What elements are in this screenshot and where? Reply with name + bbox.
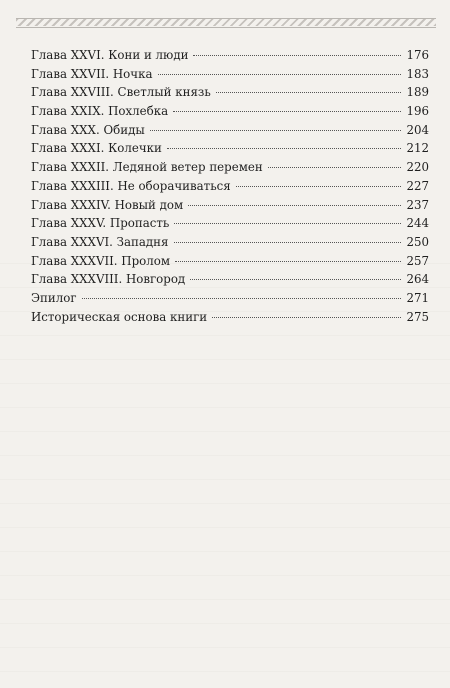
toc-entry-title: Глава XXVII. Ночка xyxy=(31,66,153,81)
toc-page-number: 212 xyxy=(406,141,429,156)
toc-entry-title: Глава XXXIII. Не оборачиваться xyxy=(31,178,231,193)
toc-page-number: 183 xyxy=(406,66,429,81)
toc-entry-title: Глава XXX. Обиды xyxy=(31,122,145,137)
toc-entry xyxy=(31,83,429,102)
toc-entry xyxy=(31,46,429,65)
toc-entry-title: Глава XXXVI. Западня xyxy=(31,234,169,249)
toc-page-number: 227 xyxy=(406,178,429,193)
toc-page-number: 196 xyxy=(406,104,429,119)
dot-leader xyxy=(236,186,402,187)
toc-page-number: 176 xyxy=(406,48,429,62)
toc-entry-title: Эпилог xyxy=(31,290,77,305)
ornament-line xyxy=(16,27,436,28)
toc-entry xyxy=(31,308,429,327)
dot-leader xyxy=(193,55,401,56)
toc-entry-title: Глава XXVI. Кони и люди xyxy=(31,48,189,62)
toc-page-number: 257 xyxy=(406,253,429,268)
dot-leader xyxy=(150,130,402,131)
toc-entry xyxy=(31,121,429,140)
dot-leader xyxy=(82,298,402,299)
toc-entry xyxy=(31,289,429,308)
dot-leader xyxy=(173,111,401,112)
toc-entry-title: Историческая основа книги xyxy=(31,309,208,324)
dot-leader xyxy=(167,148,402,149)
toc-entry xyxy=(31,233,429,252)
toc-entry xyxy=(31,252,429,271)
toc-entry xyxy=(31,102,429,121)
toc-page-number: 220 xyxy=(406,160,429,175)
toc-page-number: 271 xyxy=(406,290,429,305)
toc-page-number: 189 xyxy=(406,85,429,100)
toc-entry-title: Глава XXXII. Ледяной ветер перемен xyxy=(31,160,263,175)
toc-entry xyxy=(31,177,429,196)
dot-leader xyxy=(158,74,402,75)
toc-page-number: 264 xyxy=(406,272,429,287)
ornament-band xyxy=(16,19,436,26)
toc-entry-title: Глава XXXIV. Новый дом xyxy=(31,197,184,212)
toc-entry-title: Глава XXXVII. Пролом xyxy=(31,253,171,268)
header-ornament xyxy=(16,14,436,30)
toc-entry xyxy=(31,65,429,84)
toc-entry xyxy=(31,158,429,177)
toc-entry xyxy=(31,196,429,215)
toc-entry xyxy=(31,139,429,158)
dot-leader xyxy=(212,317,401,318)
toc-page-number: 250 xyxy=(406,234,429,249)
dot-leader xyxy=(175,261,401,262)
toc-page-number: 275 xyxy=(406,309,429,324)
toc-entry-title: Глава XXXV. Пропасть xyxy=(31,216,170,231)
dot-leader xyxy=(268,167,402,168)
toc-page-number: 204 xyxy=(406,122,429,137)
toc-entry xyxy=(31,270,429,289)
toc-page-number: 244 xyxy=(406,216,429,231)
toc-entry-title: Глава XXVIII. Светлый князь xyxy=(31,85,211,100)
toc-entry-title: Глава XXXI. Колечки xyxy=(31,141,162,156)
dot-leader xyxy=(174,242,402,243)
dot-leader xyxy=(188,205,401,206)
toc-entry-title: Глава XXXVIII. Новгород xyxy=(31,272,186,287)
dot-leader xyxy=(190,279,401,280)
toc-page-number: 237 xyxy=(406,197,429,212)
dot-leader xyxy=(174,223,401,224)
table-of-contents xyxy=(31,46,429,326)
dot-leader xyxy=(216,92,402,93)
toc-entry-title: Глава XXIX. Похлебка xyxy=(31,104,169,119)
toc-entry xyxy=(31,214,429,233)
